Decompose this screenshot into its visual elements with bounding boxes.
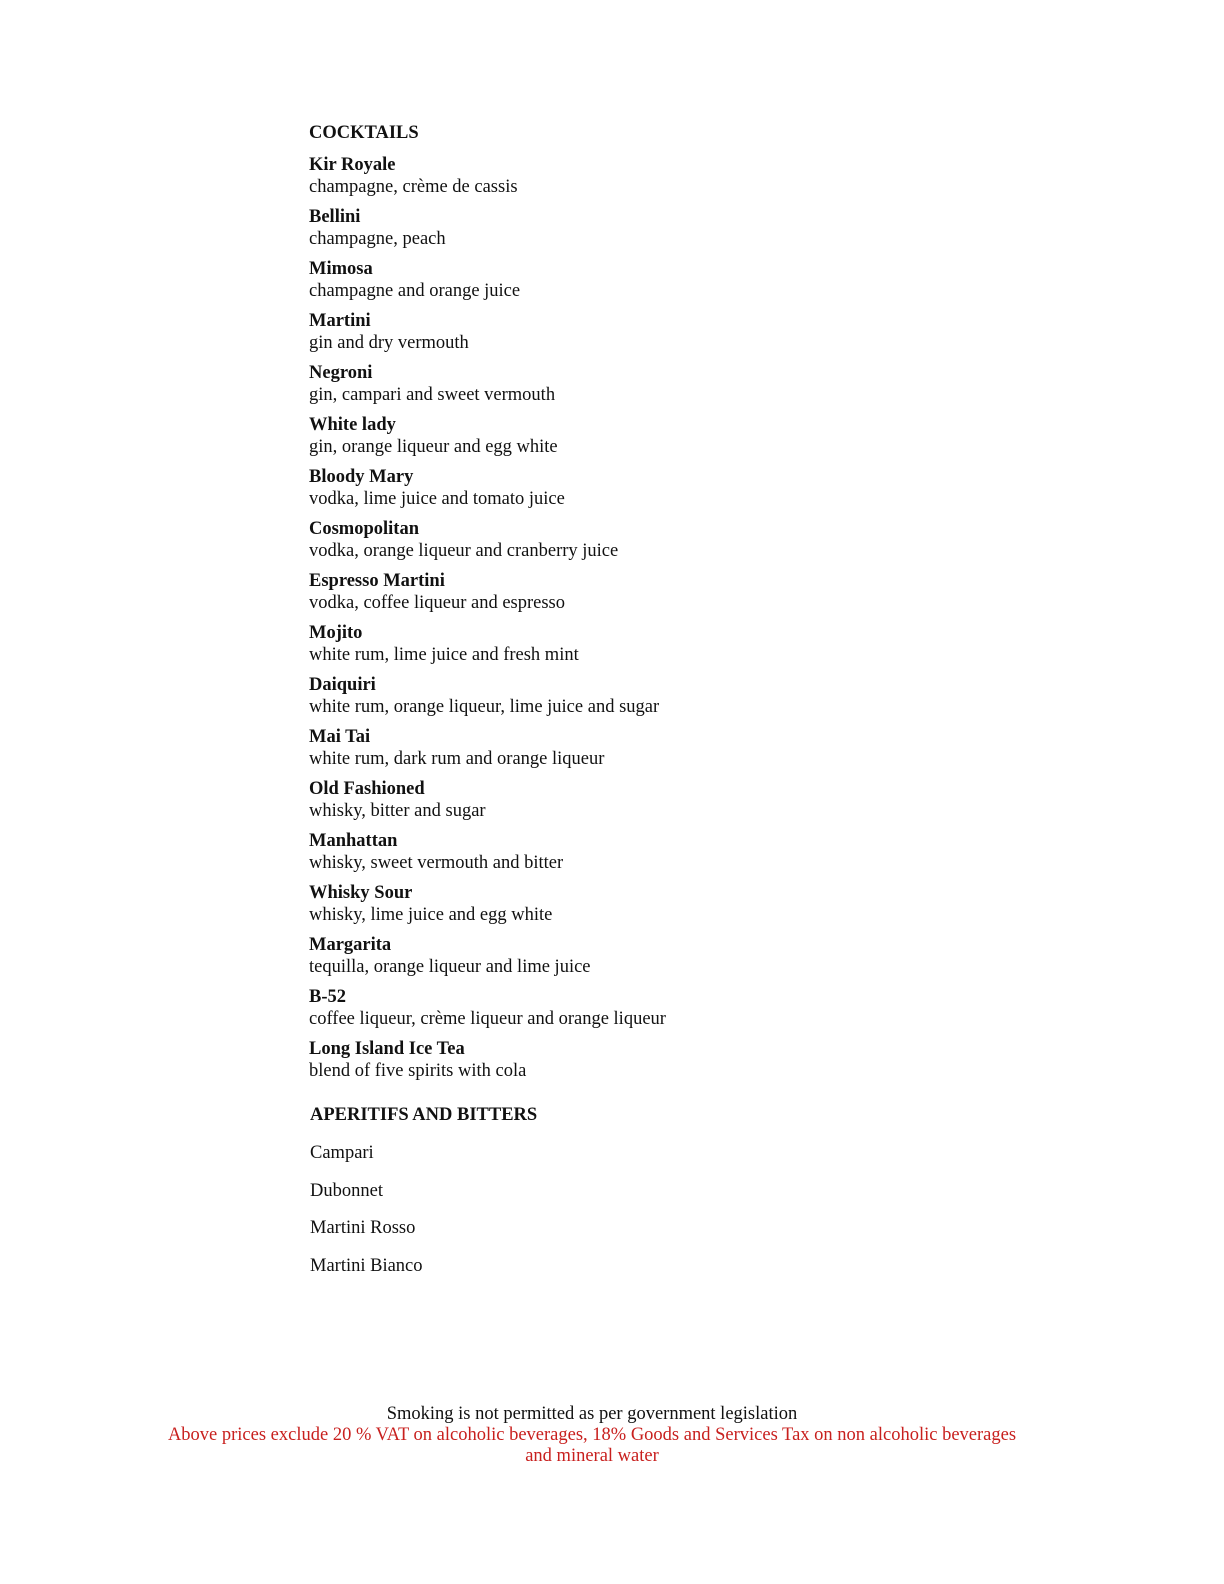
cocktail-item: [309, 830, 1009, 874]
cocktail-name: Mimosa: [309, 259, 373, 279]
cocktail-name: Martini: [309, 311, 371, 331]
cocktail-name: B-52: [309, 987, 346, 1007]
cocktail-item: [309, 258, 1009, 302]
cocktails-heading: COCKTAILS: [309, 123, 419, 143]
cocktail-item: [309, 466, 1009, 510]
cocktail-item: [309, 726, 1009, 770]
cocktail-name: Old Fashioned: [309, 779, 425, 799]
cocktail-description: vodka, coffee liqueur and espresso: [309, 593, 566, 613]
cocktail-description: tequilla, orange liqueur and lime juice: [309, 957, 591, 977]
tax-notice-line-1: Above prices exclude 20 % VAT on alcoholic beverages, 18% Goods and Services Tax on non alcoholic beverages: [167, 1425, 1017, 1445]
cocktail-item: [309, 1038, 1009, 1082]
cocktail-name: Espresso Martini: [309, 571, 445, 591]
cocktail-description: vodka, lime juice and tomato juice: [309, 489, 565, 509]
cocktail-description: gin and dry vermouth: [309, 333, 469, 353]
cocktail-description: coffee liqueur, crème liqueur and orange liqueur: [309, 1009, 666, 1029]
cocktail-description: white rum, lime juice and fresh mint: [309, 645, 579, 665]
cocktail-description: white rum, orange liqueur, lime juice and sugar: [309, 697, 660, 717]
cocktail-description: whisky, sweet vermouth and bitter: [309, 853, 564, 873]
cocktail-item: [309, 154, 1009, 198]
cocktail-name: Mojito: [309, 623, 363, 643]
cocktail-name: Manhattan: [309, 831, 398, 851]
cocktail-description: whisky, lime juice and egg white: [309, 905, 553, 925]
tax-notice-line-2: and mineral water: [525, 1446, 659, 1466]
aperitif-item: Martini Rosso: [310, 1218, 416, 1238]
cocktail-item: [309, 986, 1009, 1030]
cocktail-description: white rum, dark rum and orange liqueur: [309, 749, 605, 769]
aperitif-list: [310, 1142, 1009, 1277]
cocktail-item: [309, 414, 1009, 458]
cocktail-name: Kir Royale: [309, 155, 396, 175]
cocktail-item: [309, 622, 1009, 666]
cocktail-item: [309, 362, 1009, 406]
cocktail-name: Daiquiri: [309, 675, 376, 695]
cocktail-item: [309, 518, 1009, 562]
cocktail-list: [309, 154, 1009, 1082]
cocktail-name: White lady: [309, 415, 396, 435]
cocktail-item: [309, 206, 1009, 250]
aperitif-item: Campari: [310, 1143, 374, 1163]
cocktail-name: Cosmopolitan: [309, 519, 419, 539]
cocktail-description: champagne, crème de cassis: [309, 177, 518, 197]
aperitif-item: Dubonnet: [310, 1180, 383, 1201]
cocktail-name: Whisky Sour: [309, 883, 413, 903]
cocktail-description: whisky, bitter and sugar: [309, 801, 486, 821]
cocktail-name: Negroni: [309, 363, 373, 383]
cocktail-item: [309, 570, 1009, 614]
cocktail-description: vodka, orange liqueur and cranberry juice: [309, 541, 619, 561]
cocktail-name: Mai Tai: [309, 727, 371, 747]
cocktail-name: Bellini: [309, 207, 361, 227]
cocktail-description: blend of five spirits with cola: [309, 1061, 527, 1081]
cocktail-description: champagne, peach: [309, 229, 446, 249]
cocktail-item: [309, 674, 1009, 718]
cocktail-description: gin, orange liqueur and egg white: [309, 437, 558, 457]
cocktail-description: gin, campari and sweet vermouth: [309, 385, 556, 405]
cocktail-description: champagne and orange juice: [309, 281, 521, 301]
cocktail-item: [309, 310, 1009, 354]
cocktail-item: [309, 934, 1009, 978]
menu-page: [309, 121, 1009, 1292]
cocktail-name: Bloody Mary: [309, 467, 414, 487]
cocktail-item: [309, 778, 1009, 822]
cocktail-name: Long Island Ice Tea: [309, 1039, 465, 1059]
cocktail-item: [309, 882, 1009, 926]
cocktail-name: Margarita: [309, 935, 392, 955]
smoking-notice: Smoking is not permitted as per government legislation: [386, 1404, 798, 1424]
aperitifs-heading: APERITIFS AND BITTERS: [310, 1105, 538, 1125]
aperitif-item: Martini Bianco: [310, 1255, 423, 1276]
footer-notes: [100, 1404, 1084, 1467]
